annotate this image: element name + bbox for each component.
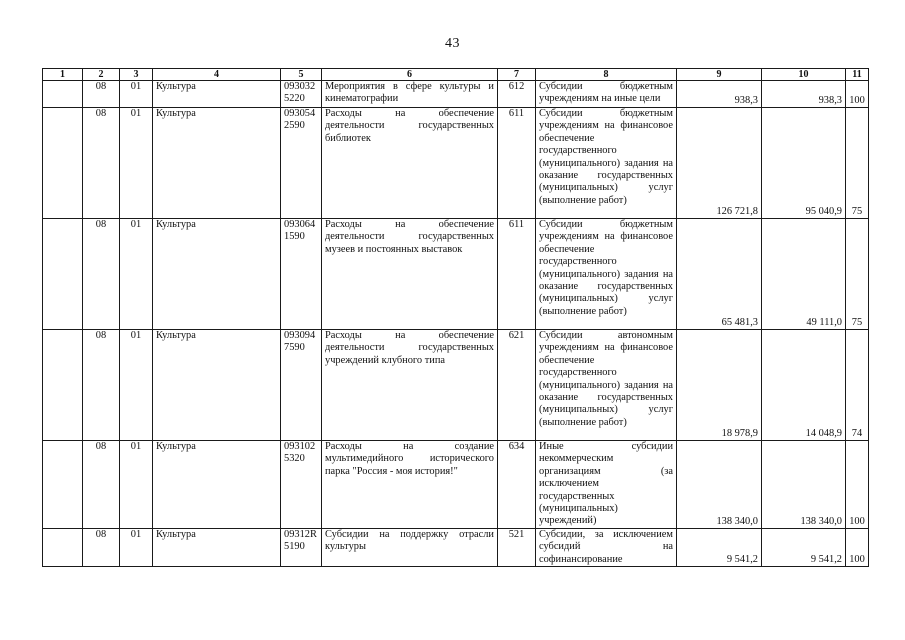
execution-percent: 75 (846, 108, 869, 219)
executed-amount: 9 541,2 (762, 529, 846, 567)
target-article-code: 093054 2590 (281, 108, 322, 219)
expense-type-code: 611 (498, 219, 536, 330)
executed-amount: 938,3 (762, 81, 846, 108)
section-code: 08 (83, 441, 120, 529)
table-row (43, 219, 869, 330)
target-article-code: 093102 5320 (281, 441, 322, 529)
header-row (43, 69, 869, 81)
section-code: 08 (83, 330, 120, 441)
table-row (43, 108, 869, 219)
target-article-name: Расходы на обеспечение деятельности государственных библиотек (322, 108, 498, 219)
header-cell: 7 (498, 69, 536, 81)
section-name: Культура (153, 441, 281, 529)
header-cell: 4 (153, 69, 281, 81)
table-row (43, 529, 869, 567)
executed-amount: 95 040,9 (762, 108, 846, 219)
table-row (43, 81, 869, 108)
executed-amount: 138 340,0 (762, 441, 846, 529)
header-cell: 2 (83, 69, 120, 81)
section-code: 08 (83, 219, 120, 330)
expense-type-name: Субсидии автономным учреждениям на финансовое обеспечение государственного (муниципального) задания на оказание государственных (муниципальных) услуг (выполнение работ) (536, 330, 677, 441)
expense-type-code: 634 (498, 441, 536, 529)
section-code: 08 (83, 529, 120, 567)
table-row (43, 441, 869, 529)
execution-percent: 75 (846, 219, 869, 330)
subsection-code: 01 (120, 441, 153, 529)
target-article-name: Расходы на создание мультимедийного исторического парка "Россия - моя история!" (322, 441, 498, 529)
expense-type-code: 621 (498, 330, 536, 441)
header-cell: 11 (846, 69, 869, 81)
section-name: Культура (153, 81, 281, 108)
subsection-code: 01 (120, 330, 153, 441)
section-code: 08 (83, 81, 120, 108)
expense-type-code: 611 (498, 108, 536, 219)
planned-amount: 126 721,8 (677, 108, 762, 219)
target-article-code: 093032 5220 (281, 81, 322, 108)
target-article-code: 093094 7590 (281, 330, 322, 441)
header-cell: 5 (281, 69, 322, 81)
section-name: Культура (153, 330, 281, 441)
execution-percent: 74 (846, 330, 869, 441)
subsection-code: 01 (120, 529, 153, 567)
executed-amount: 14 048,9 (762, 330, 846, 441)
expense-type-name: Субсидии, за исключением субсидий на софинансирование (536, 529, 677, 567)
row-blank-cell (43, 529, 83, 567)
header-cell: 1 (43, 69, 83, 81)
target-article-code: 09312R 5190 (281, 529, 322, 567)
header-cell: 6 (322, 69, 498, 81)
expense-type-code: 521 (498, 529, 536, 567)
expense-type-name: Субсидии бюджетным учреждениям на финансовое обеспечение государственного (муниципального) задания на оказание государственных (муниципальных) услуг (выполнение работ) (536, 219, 677, 330)
target-article-name: Расходы на обеспечение деятельности государственных музеев и постоянных выставок (322, 219, 498, 330)
section-name: Культура (153, 529, 281, 567)
planned-amount: 18 978,9 (677, 330, 762, 441)
planned-amount: 138 340,0 (677, 441, 762, 529)
section-name: Культура (153, 108, 281, 219)
planned-amount: 938,3 (677, 81, 762, 108)
subsection-code: 01 (120, 81, 153, 108)
section-name: Культура (153, 219, 281, 330)
row-blank-cell (43, 441, 83, 529)
header-cell: 3 (120, 69, 153, 81)
header-cell: 9 (677, 69, 762, 81)
subsection-code: 01 (120, 219, 153, 330)
expense-type-name: Иные субсидии некоммерческим организациям (за исключением государственных (муниципальных) учреждений) (536, 441, 677, 529)
expense-type-name: Субсидии бюджетным учреждениям на финансовое обеспечение государственного (муниципального) задания на оказание государственных (муниципальных) услуг (выполнение работ) (536, 108, 677, 219)
expense-type-name: Субсидии бюджетным учреждениям на иные цели (536, 81, 677, 108)
row-blank-cell (43, 108, 83, 219)
execution-percent: 100 (846, 441, 869, 529)
execution-percent: 100 (846, 529, 869, 567)
planned-amount: 65 481,3 (677, 219, 762, 330)
header-cell: 8 (536, 69, 677, 81)
planned-amount: 9 541,2 (677, 529, 762, 567)
row-blank-cell (43, 330, 83, 441)
table-row (43, 330, 869, 441)
page-number: 43 (445, 36, 460, 51)
execution-percent: 100 (846, 81, 869, 108)
target-article-name: Субсидии на поддержку отрасли культуры (322, 529, 498, 567)
executed-amount: 49 111,0 (762, 219, 846, 330)
budget-table (42, 68, 869, 567)
row-blank-cell (43, 219, 83, 330)
section-code: 08 (83, 108, 120, 219)
subsection-code: 01 (120, 108, 153, 219)
target-article-code: 093064 1590 (281, 219, 322, 330)
row-blank-cell (43, 81, 83, 108)
header-cell: 10 (762, 69, 846, 81)
expense-type-code: 612 (498, 81, 536, 108)
target-article-name: Расходы на обеспечение деятельности государственных учреждений клубного типа (322, 330, 498, 441)
target-article-name: Мероприятия в сфере культуры и кинематографии (322, 81, 498, 108)
